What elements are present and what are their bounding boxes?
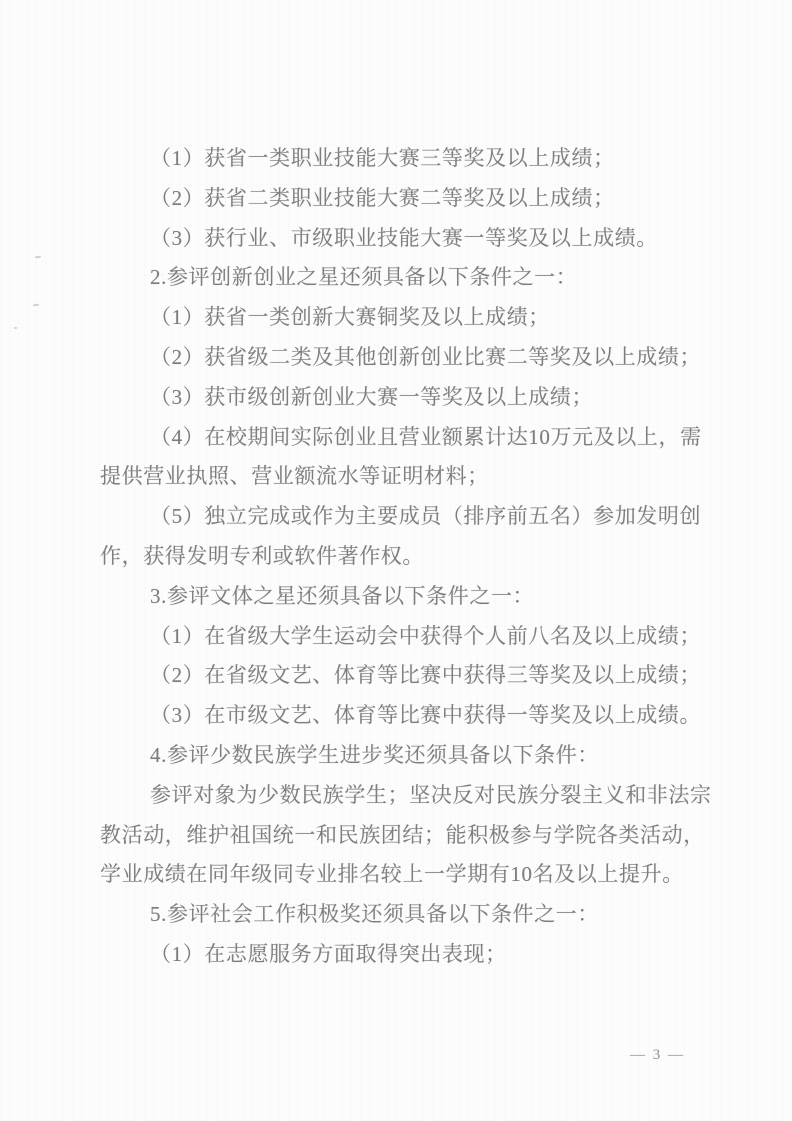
text-line: （1）获省一类创新大赛铜奖及以上成绩； <box>150 305 550 330</box>
text-line: （1）在志愿服务方面取得突出表现； <box>150 941 507 966</box>
text-line: 5.参评社会工作积极奖还须具备以下条件之一： <box>150 902 599 927</box>
scan-speck <box>35 256 41 259</box>
text-line: 3.参评文体之星还须具备以下条件之一： <box>150 583 535 608</box>
text-line: （2）获省二类职业技能大赛二等奖及以上成绩； <box>150 185 615 210</box>
text-line: （3）获行业、市级职业技能大赛一等奖及以上成绩。 <box>150 225 658 250</box>
text-line: 2.参评创新创业之星还须具备以下条件之一： <box>150 265 578 290</box>
text-line: （1）获省一类职业技能大赛三等奖及以上成绩； <box>150 146 615 170</box>
scan-speck <box>14 327 17 329</box>
text-line: 作，获得发明专利或软件著作权。 <box>100 543 424 568</box>
scan-speck <box>33 304 39 307</box>
text-line: （4）在校期间实际创业且营业额累计达10万元及以上，需 <box>150 424 702 449</box>
document-body <box>100 139 712 975</box>
text-line: 4.参评少数民族学生进步奖还须具备以下条件： <box>150 742 599 767</box>
text-line: 学业成绩在同年级同专业排名较上一学期有10名及以上提升。 <box>100 862 684 887</box>
text-line: 参评对象为少数民族学生；坚决反对民族分裂主义和非法宗 <box>150 782 712 807</box>
text-line: 提供营业执照、营业额流水等证明材料； <box>100 464 489 489</box>
text-line: （3）在市级文艺、体育等比赛中获得一等奖及以上成绩。 <box>150 703 702 728</box>
text-line: （5）独立完成或作为主要成员（排序前五名）参加发明创 <box>150 504 702 529</box>
page-number: — 3 — <box>630 1047 685 1063</box>
text-line: （2）获省级二类及其他创新创业比赛二等奖及以上成绩； <box>150 344 702 369</box>
text-line: （1）在省级大学生运动会中获得个人前八名及以上成绩； <box>150 623 702 648</box>
text-line: （2）在省级文艺、体育等比赛中获得三等奖及以上成绩； <box>150 663 702 688</box>
text-line: 教活动，维护祖国统一和民族团结；能积极参与学院各类活动， <box>100 822 705 847</box>
text-line: （3）获市级创新创业大赛一等奖及以上成绩； <box>150 384 594 409</box>
